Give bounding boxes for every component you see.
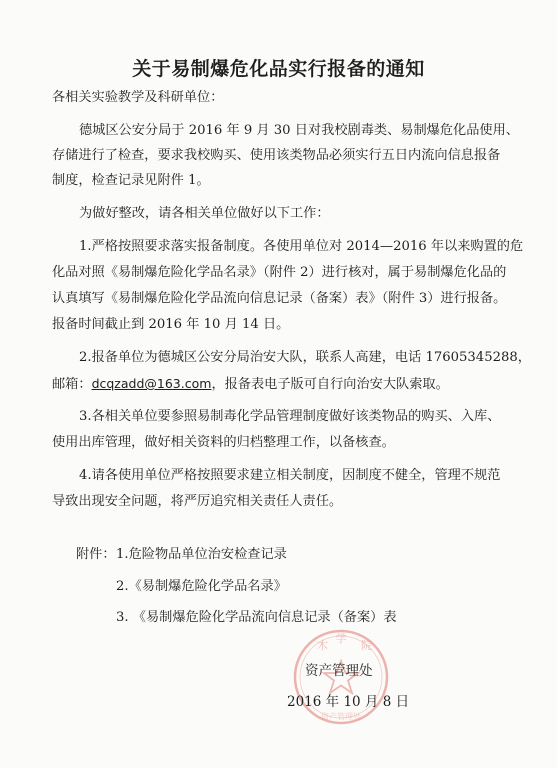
item-3-line-1: 3.各相关单位要参照易制毒化学品管理制度做好该类物品的购买、入库、	[79, 409, 501, 424]
item-4-line-2: 导致出现安全问题，将严厉追究相关责任人责任。	[52, 494, 343, 509]
svg-text:院: 院	[361, 639, 372, 652]
svg-text:木: 木	[317, 639, 328, 652]
attachments-label: 附件：	[76, 547, 116, 562]
item-2-line-2	[52, 375, 449, 394]
attachment-3: 3. 《易制爆危险化学品流向信息记录（备案）表	[116, 610, 397, 625]
paragraph-1-line-3: 制度，检查记录见附件 1。	[52, 173, 210, 188]
email-suffix: ，报备表电子版可自行向治安大队索取。	[211, 377, 449, 392]
email-label: 邮箱：	[52, 377, 92, 392]
item-3-line-2: 使用出库管理，做好相关资料的归档整理工作，以备核查。	[52, 435, 395, 450]
document-title: 关于易制爆危化品实行报备的通知	[132, 58, 425, 80]
issuing-office: 资产管理处	[305, 663, 373, 679]
svg-text:资产管理处: 资产管理处	[321, 712, 361, 721]
svg-text:学: 学	[335, 632, 347, 645]
paragraph-1-line-2: 存储进行了检查，要求我校购买、使用该类物品必须实行五日内流向信息报备	[52, 148, 501, 163]
email-link[interactable]: dcqzadd@163.com	[91, 376, 212, 391]
attachment-1: 1.危险物品单位治安检查记录	[116, 547, 287, 562]
item-1-line-2: 化品对照《易制爆危险化学品名录》（附件 2）进行核对，属于易制爆危化品的	[52, 265, 507, 280]
attachment-2: 2.《易制爆危险化学品名录》	[116, 579, 287, 594]
item-1-line-1: 1.严格按照要求落实报备制度。各使用单位对 2014—2016 年以来购置的危	[79, 239, 524, 254]
item-1-line-4: 报备时间截止到 2016 年 10 月 14 日。	[52, 317, 290, 332]
issue-date: 2016 年 10 月 8 日	[287, 694, 410, 710]
addressee: 各相关实验教学及科研单位：	[52, 90, 224, 105]
item-4-line-1: 4.请各使用单位严格按照要求建立相关制度，因制度不健全，管理不规范	[79, 468, 501, 483]
paragraph-1-line-1: 德城区公安分局于 2016 年 9 月 30 日对我校剧毒类、易制爆危化品使用、	[79, 123, 519, 138]
item-2-line-1: 2.报备单位为德城区公安分局治安大队，联系人高建，电话 17605345288，	[79, 350, 531, 365]
item-1-line-3: 认真填写《易制爆危险化学品流向信息记录（备案）表》（附件 3）进行报备。	[52, 291, 507, 306]
paragraph-2: 为做好整改，请各相关单位做好以下工作：	[79, 206, 330, 221]
